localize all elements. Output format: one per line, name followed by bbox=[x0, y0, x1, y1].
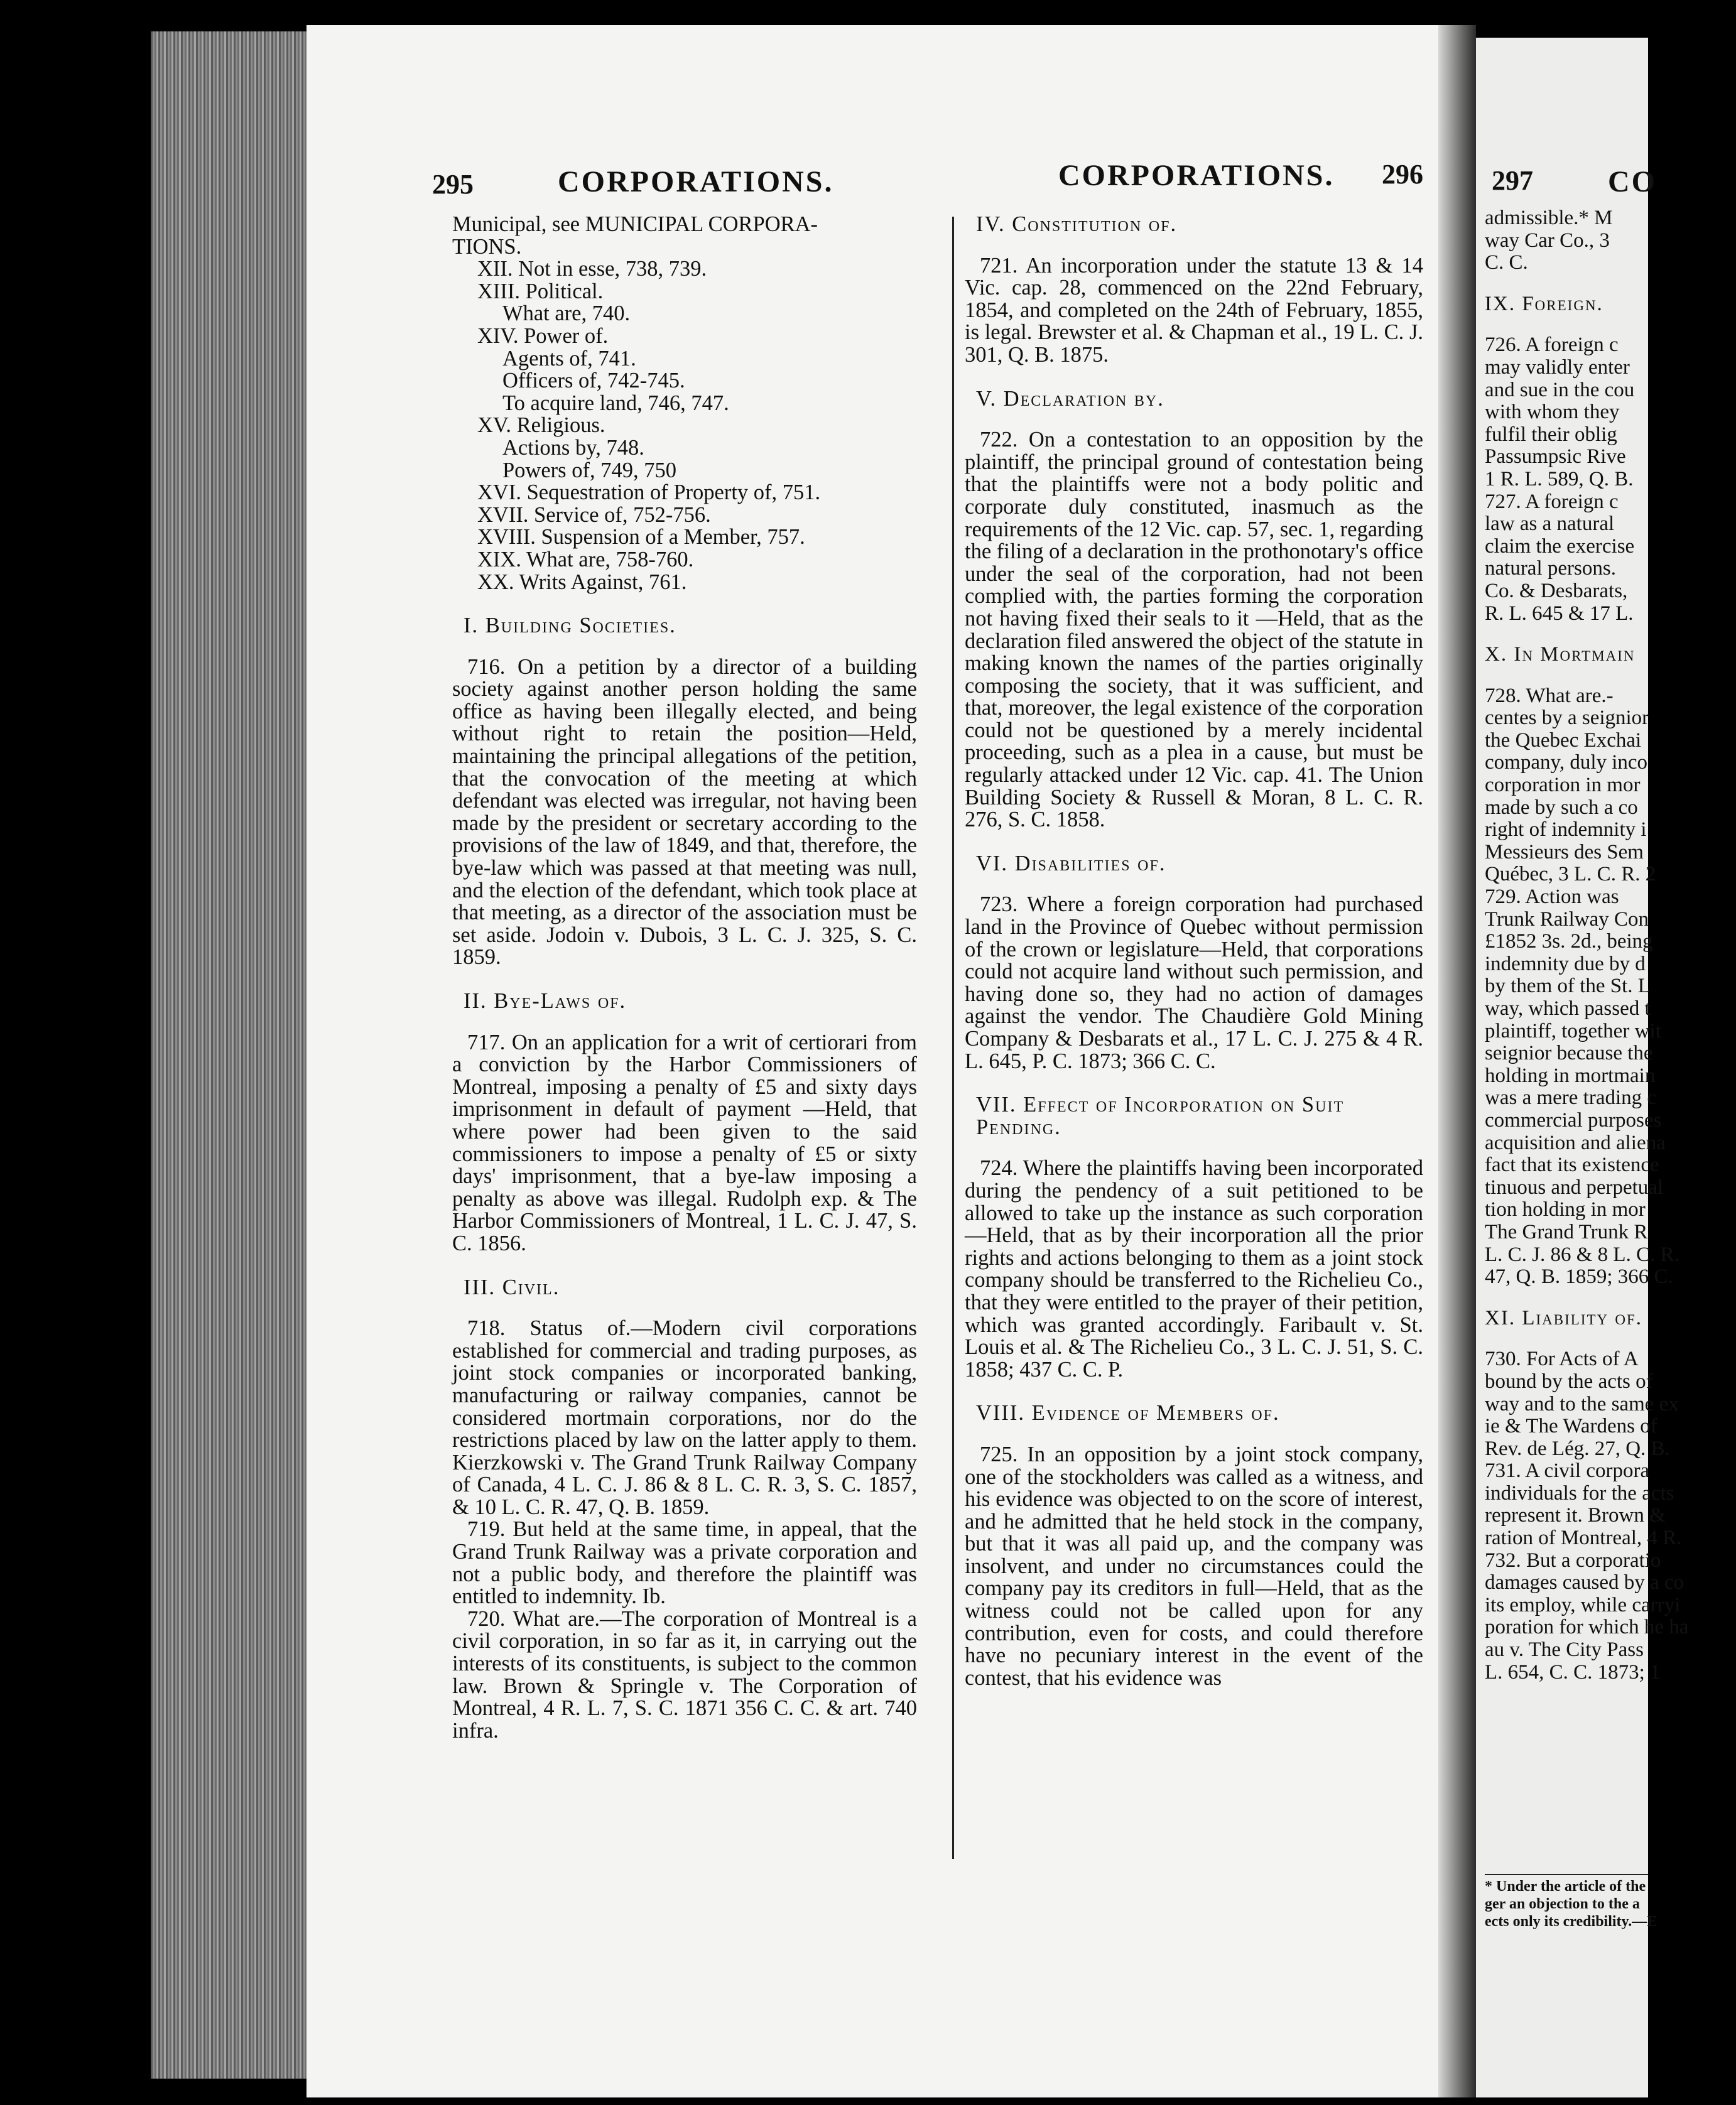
text-line: natural persons. bbox=[1485, 557, 1616, 580]
text-line: plaintiff, together wit bbox=[1485, 1019, 1661, 1042]
index-line: XVIII. Suspension of a Member, 757. bbox=[477, 525, 805, 549]
section-heading: V. Declaration by. bbox=[976, 386, 1164, 411]
right-column bbox=[1485, 207, 1736, 1684]
text-line: 1 R. L. 589, Q. B. bbox=[1485, 467, 1634, 490]
paragraph-719: 719. But held at the same time, in appeal, that the Grand Trunk Railway was a private corporation and not a public body, and therefore the plaintiff was entitled to indemnity. Ib. bbox=[452, 1517, 917, 1609]
text-line: represent it. Brown & bbox=[1485, 1504, 1666, 1527]
paragraph-725: 725. In an opposition by a joint stock company, one of the stockholders was called as a witness, and his evidence was objected to on the score of interest, and he admitted that he held stock in the company, but that it was all paid up, and the company was insolvent, and under no circumstances could the company pay its creditors in full—Held, that as the witness could not be called upon for any contribution, even for costs, and could therefore have no pecuniary interest in the event of the contest, that his evidence was bbox=[965, 1442, 1423, 1690]
text-line: made by such a co bbox=[1485, 796, 1638, 819]
middle-column bbox=[965, 214, 1423, 1689]
paragraph-720: 720. What are.—The corporation of Montreal is a civil corporation, in so far as it, in carrying out the interests of its constituents, is subject to the common law. Brown & Springle v. The Corporation of Montreal, 4 R. L. 7, S. C. 1871 356 C. C. & art. 740 infra. bbox=[452, 1606, 917, 1743]
text-line: indemnity due by d bbox=[1485, 952, 1646, 975]
text-line: damages caused by a co bbox=[1485, 1571, 1684, 1594]
text-line: L. 654, C. C. 1873; 1 bbox=[1485, 1660, 1661, 1684]
section-heading: I. Building Societies. bbox=[464, 614, 676, 638]
text-line: 728. What are.- bbox=[1485, 684, 1614, 707]
text-line: The Grand Trunk R bbox=[1485, 1220, 1648, 1243]
text-line: way Car Co., 3 bbox=[1485, 229, 1610, 252]
text-line: its employ, while carryi bbox=[1485, 1593, 1681, 1616]
text-line: right of indemnity i bbox=[1485, 818, 1647, 841]
index-line: Actions by, 748. bbox=[502, 435, 644, 460]
text-line: fact that its existence bbox=[1485, 1154, 1659, 1177]
footnote-line: ects only its credibility.—E bbox=[1485, 1913, 1657, 1930]
index-line: Powers of, 749, 750 bbox=[502, 458, 676, 482]
footnote-line: * Under the article of the bbox=[1485, 1878, 1646, 1895]
paragraph-723: 723. Where a foreign corporation had purchased land in the Province of Quebec without permission of the crown or legislature—Held, that corporations could not acquire land without such permission, and having done so, they had no action of damages against the vendor. The Chaudière Gold Mining Company & Desbarats et al., 17 L. C. J. 275 & 4 R. L. 645, P. C. 1873; 366 C. C. bbox=[965, 892, 1423, 1073]
index-line: TIONS. bbox=[452, 234, 522, 259]
text-line: individuals for the acts bbox=[1485, 1481, 1674, 1505]
text-line: with whom they bbox=[1485, 401, 1620, 424]
text-line: 730. For Acts of A bbox=[1485, 1348, 1639, 1371]
text-line: tion holding in mor bbox=[1485, 1198, 1646, 1221]
section-heading: IV. Constitution of. bbox=[976, 212, 1178, 236]
index-line: To acquire land, 746, 747. bbox=[502, 391, 729, 415]
text-line: holding in mortmain bbox=[1485, 1064, 1656, 1087]
book-gutter bbox=[1438, 25, 1476, 2097]
footnote-line: ger an objection to the a bbox=[1485, 1896, 1640, 1912]
index-line: XVI. Sequestration of Property of, 751. bbox=[477, 480, 821, 505]
text-line: corporation in mor bbox=[1485, 774, 1641, 797]
text-line: centes by a seignior bbox=[1485, 706, 1649, 730]
text-line: may validly enter bbox=[1485, 355, 1630, 379]
text-line: Co. & Desbarats, bbox=[1485, 579, 1628, 602]
index-line: Agents of, 741. bbox=[502, 346, 636, 371]
text-line: admissible.* M bbox=[1485, 207, 1613, 229]
text-line: Passumpsic Rive bbox=[1485, 445, 1626, 468]
text-line: £1852 3s. 2d., being bbox=[1485, 930, 1653, 953]
page-header-left: CORPORATIONS. bbox=[558, 165, 834, 198]
page-number-middle: 296 bbox=[1382, 159, 1423, 190]
index-line: XX. Writs Against, 761. bbox=[477, 570, 687, 594]
text-line: 731. A civil corpora bbox=[1485, 1459, 1650, 1483]
text-line: Messieurs des Sem bbox=[1485, 840, 1644, 863]
text-line: 726. A foreign c bbox=[1485, 333, 1619, 357]
index-line: Municipal, see MUNICIPAL CORPORA- bbox=[452, 212, 818, 236]
text-line: L. C. J. 86 & 8 L. C. R. bbox=[1485, 1243, 1679, 1266]
paragraph-717: 717. On an application for a writ of certiorari from a conviction by the Harbor Commissioners of Montreal, imposing a penalty of £5 and sixty days imprisonment in default of payment —Held, that where power had been given to the said commissioners to impose a penalty of £5 or sixty days' imprisonment, that a bye-law imposing a penalty as above was illegal. Rudolph exp. & The Harbor Commissioners of Montreal, 1 L. C. J. 47, S. C. 1856. bbox=[452, 1030, 917, 1255]
index-line: XIX. What are, 758-760. bbox=[477, 547, 694, 571]
text-line: poration for which he ha bbox=[1485, 1616, 1689, 1639]
index-line: XIV. Power of. bbox=[477, 323, 609, 348]
paragraph-724: 724. Where the plaintiffs having been incorporated during the pendency of a suit petitioned to be allowed to take up the instance as such corporation—Held, that as by their incorporation all the prior rights and actions belonging to them as a joint stock company should be transferred to the Richelieu Co., that they were entitled to the prayer of their petition, which was granted accordingly. Faribault v. St. Louis et al. & The Richelieu Co., 3 L. C. J. 51, S. C. 1858; 437 C. C. P. bbox=[965, 1156, 1423, 1382]
section-heading: VIII. Evidence of Members of. bbox=[976, 1401, 1280, 1426]
text-line: fulfil their oblig bbox=[1485, 423, 1617, 446]
text-line: 727. A foreign c bbox=[1485, 490, 1619, 513]
footnote bbox=[1485, 1878, 1657, 1930]
section-heading: II. Bye-Laws of. bbox=[464, 989, 627, 1013]
page-edges bbox=[151, 31, 308, 2079]
text-line: Rev. de Lég. 27, Q. B. bbox=[1485, 1437, 1670, 1460]
paragraph-722: 722. On a contestation to an opposition by the plaintiff, the principal ground of contestation being that the plaintiffs were not a body politic and corporate duly constituted, inasmuch as the requirements of the 12 Vic. cap. 57, sec. 1, regarding the filing of a declaration in the prothonotary's office under the seal of the corporation, had not been complied with, the parties forming the corporation not having fixed their seals to it —Held, that as the declaration filed answered the object of the statute in making known the names of the parties originally composing the society, that it was sufficient, and that, moreover, the legal existence of the corporation could not be questioned by a merely incidental proceeding, such as a plea in a cause, but must be regularly attacked under 12 Vic. cap. 41. The Union Building Society & Russell & Moran, 8 L. C. R. 276, S. C. 1858. bbox=[965, 428, 1423, 832]
text-line: Québec, 3 L. C. R. 2 bbox=[1485, 863, 1656, 886]
text-line: claim the exercise bbox=[1485, 534, 1635, 558]
page-number-right: 297 bbox=[1492, 165, 1533, 196]
page-header-right: CO bbox=[1608, 165, 1657, 198]
paragraph-716: 716. On a petition by a director of a building society against another person holding the same office as having been illegally elected, and being without right to retain the position—Held, maintaining the principal allegations of the petition, that the convocation of the meeting at which defendant was elected was irregular, not having been made by the president or secretary according to the provisions of the law of 1849, and that, therefore, the bye-law which was passed at that meeting was null, and the election of the defendant, which took place at that meeting, as a director of the association must be set aside. Jodoin v. Dubois, 3 L. C. J. 325, S. C. 1859. bbox=[452, 654, 917, 970]
text-line: 47, Q. B. 1859; 366 C. bbox=[1485, 1265, 1673, 1289]
section-heading: VII. Effect of Incorporation on Suit Pending. bbox=[976, 1093, 1345, 1139]
right-column-clip bbox=[1476, 207, 1689, 1871]
text-line: ration of Montreal, 4 R. bbox=[1485, 1527, 1682, 1550]
text-line: bound by the acts of bbox=[1485, 1370, 1653, 1393]
index-line: Officers of, 742-745. bbox=[502, 369, 685, 393]
page-number-left: 295 bbox=[432, 169, 474, 200]
section-heading: XI. Liability of. bbox=[1485, 1306, 1643, 1329]
text-line: law as a natural bbox=[1485, 512, 1615, 536]
text-line: ie & The Wardens of bbox=[1485, 1415, 1657, 1438]
paragraph-721: 721. An incorporation under the statute 13 & 14 Vic. cap. 28, commenced on the 22nd February, 1854, and completed on the 24th of February, 1855, is legal. Brewster et al. & Chapman et al., 19 L. C. J. 301, Q. B. 1875. bbox=[965, 253, 1423, 367]
paragraph-718: 718. Status of.—Modern civil corporations established for commercial and trading purposes, as joint stock companies or incorporated banking, manufacturing or railway companies, cannot be considered mortmain corporations, nor do the restrictions placed by law on the latter apply to them. Kierzkowski v. The Grand Trunk Railway Company of Canada, 4 L. C. J. 86 & 8 L. C. R. 3, S. C. 1857, & 10 L. C. R. 47, Q. B. 1859. bbox=[452, 1316, 917, 1519]
index-line: XIII. Political. bbox=[477, 279, 604, 303]
text-line: C. C. bbox=[1485, 251, 1528, 274]
text-line: by them of the St. L bbox=[1485, 975, 1651, 998]
index-line: XV. Religious. bbox=[477, 413, 605, 438]
page-header-middle: CORPORATIONS. bbox=[1058, 159, 1335, 192]
index-line: XVII. Service of, 752-756. bbox=[477, 502, 711, 527]
text-line: seignior because the bbox=[1485, 1042, 1653, 1065]
text-line: acquisition and aliena bbox=[1485, 1131, 1666, 1154]
text-line: and sue in the cou bbox=[1485, 378, 1635, 401]
left-column bbox=[452, 214, 917, 1742]
text-line: Trunk Railway Con bbox=[1485, 907, 1649, 931]
text-line: tinuous and perpetual bbox=[1485, 1176, 1664, 1199]
section-heading: VI. Disabilities of. bbox=[976, 851, 1166, 875]
text-line: the Quebec Exchai bbox=[1485, 728, 1642, 752]
column-rule bbox=[952, 217, 954, 1859]
footnote-rule bbox=[1485, 1874, 1648, 1875]
index-line: XII. Not in esse, 738, 739. bbox=[477, 257, 707, 281]
text-line: R. L. 645 & 17 L. bbox=[1485, 602, 1634, 625]
text-line: 729. Action was bbox=[1485, 885, 1619, 909]
index-line: What are, 740. bbox=[502, 301, 631, 326]
section-heading: X. In Mortmain bbox=[1485, 643, 1636, 666]
section-heading: III. Civil. bbox=[464, 1275, 560, 1299]
text-line: was a mere trading c bbox=[1485, 1086, 1657, 1110]
text-line: commercial purposes bbox=[1485, 1108, 1662, 1132]
text-line: way and to the same ex bbox=[1485, 1392, 1679, 1415]
footnote-clip bbox=[1476, 1878, 1657, 1940]
text-line: way, which passed t bbox=[1485, 997, 1651, 1020]
text-line: company, duly inco bbox=[1485, 751, 1648, 774]
section-heading: IX. Foreign. bbox=[1485, 292, 1603, 315]
text-line: au v. The City Pass bbox=[1485, 1638, 1644, 1662]
text-line: 732. But a corporatio bbox=[1485, 1549, 1661, 1572]
